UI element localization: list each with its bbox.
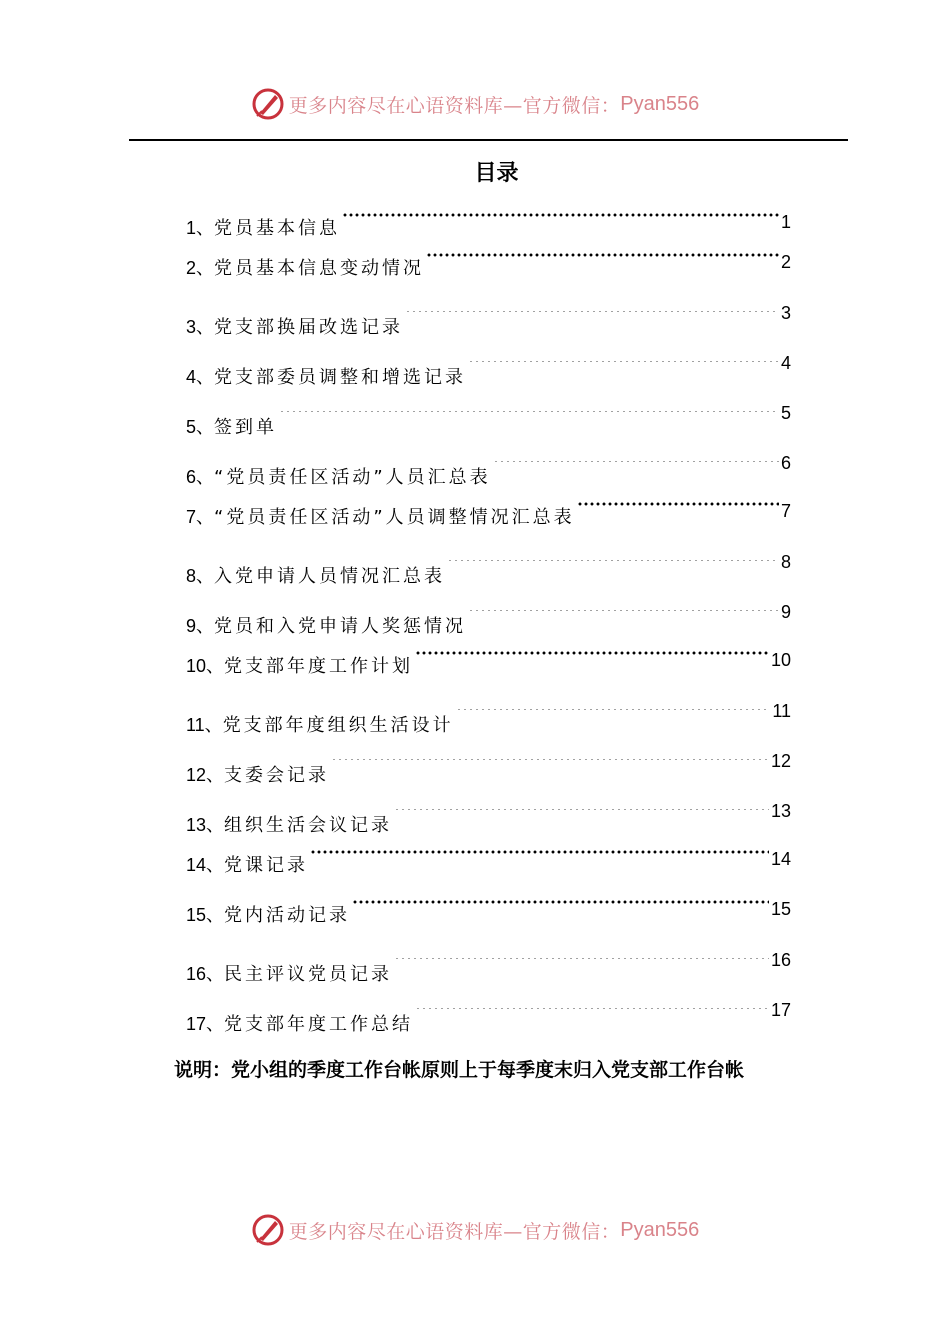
watermark-wechat: Pyan556: [620, 92, 700, 115]
toc-page-number: 3: [780, 303, 791, 323]
toc-label: 党员和入党申请人奖惩情况: [214, 616, 467, 637]
toc-entry-4[interactable]: 4、党支部委员调整和增选记录 4: [186, 353, 791, 388]
leader-dots: [447, 560, 779, 582]
watermark-text: 更多内容尽在心语资料库—官方微信：: [288, 1220, 621, 1243]
leader-dots: [279, 411, 779, 433]
toc-label: 党支部年度工作总结: [224, 1014, 414, 1035]
watermark-footer: [0, 1210, 950, 1250]
leader-dots: [310, 849, 769, 871]
leader-dots: [394, 809, 769, 831]
toc-entry-14[interactable]: 14、党课记录 14: [186, 849, 791, 876]
toc-page-number: 4: [780, 353, 791, 373]
pen-seal-icon: [251, 1213, 285, 1247]
toc-page-number: 9: [780, 602, 791, 622]
toc-entry-6[interactable]: 6、“党员责任区活动”人员汇总表 6: [186, 453, 791, 488]
leader-dots: [493, 461, 779, 483]
toc-page-number: 17: [770, 1000, 791, 1020]
leader-dots: [331, 759, 769, 781]
toc-label: “党员责任区活动”人员调整情况汇总表: [214, 507, 575, 528]
toc-label: 党支部换届改选记录: [214, 317, 404, 338]
toc-label: “党员责任区活动”人员汇总表: [214, 467, 491, 488]
toc-page-number: 7: [780, 501, 791, 521]
toc-entry-16[interactable]: 16、民主评议党员记录 16: [186, 950, 791, 985]
page-title: 目录: [474, 161, 519, 186]
leader-dots: [405, 311, 779, 333]
toc-entry-3[interactable]: 3、党支部换届改选记录 3: [186, 303, 791, 338]
leader-dots: [352, 899, 769, 921]
toc-label: 入党申请人员情况汇总表: [214, 566, 446, 587]
leader-dots: [468, 610, 779, 632]
toc-entry-12[interactable]: 12、支委会记录 12: [186, 751, 791, 786]
leader-dots: [426, 252, 779, 274]
leader-dots: [394, 958, 769, 980]
toc-entry-2[interactable]: 2、党员基本信息变动情况 2: [186, 252, 791, 279]
toc-page-number: 13: [770, 801, 791, 821]
watermark-wechat: Pyan556: [620, 1218, 700, 1241]
table-of-contents: [186, 0, 791, 1344]
toc-label: 党员基本信息变动情况: [214, 258, 425, 279]
leader-dots: [456, 709, 771, 731]
leader-dots: [342, 212, 779, 234]
toc-page-number: 11: [772, 701, 791, 721]
toc-entry-7[interactable]: 7、“党员责任区活动”人员调整情况汇总表 7: [186, 501, 791, 528]
toc-label: 支委会记录: [224, 765, 330, 786]
toc-page-number: 10: [770, 650, 791, 670]
toc-page-number: 1: [780, 212, 791, 232]
toc-label: 签到单: [214, 417, 278, 438]
toc-entry-5[interactable]: 5、签到单 5: [186, 403, 791, 438]
toc-page-number: 16: [770, 950, 791, 970]
leader-dots: [468, 361, 779, 383]
leader-dots: [415, 1008, 769, 1030]
toc-label: 党支部年度组织生活设计: [222, 715, 454, 736]
toc-label: 党内活动记录: [224, 905, 351, 926]
toc-page-number: 5: [780, 403, 791, 423]
toc-page-number: 12: [770, 751, 791, 771]
toc-entry-9[interactable]: 9、党员和入党申请人奖惩情况 9: [186, 602, 791, 637]
toc-label: 党支部年度工作计划: [224, 656, 414, 677]
toc-page-number: 15: [770, 899, 791, 919]
explanation-note: 说明：党小组的季度工作台帐原则上于每季度末归入党支部工作台帐: [174, 1059, 745, 1081]
toc-label: 党支部委员调整和增选记录: [214, 367, 467, 388]
toc-entry-1[interactable]: 1、党员基本信息 1: [186, 212, 791, 239]
toc-page-number: 2: [780, 252, 791, 272]
toc-label: 民主评议党员记录: [224, 964, 393, 985]
toc-label: 党课记录: [224, 855, 309, 876]
toc-entry-15[interactable]: 15、党内活动记录 15: [186, 899, 791, 926]
watermark-text: 更多内容尽在心语资料库—官方微信：: [288, 94, 621, 117]
toc-page-number: 14: [770, 849, 791, 869]
toc-label: 组织生活会议记录: [224, 815, 393, 836]
toc-entry-17[interactable]: 17、党支部年度工作总结 17: [186, 1000, 791, 1035]
toc-entry-13[interactable]: 13、组织生活会议记录 13: [186, 801, 791, 836]
leader-dots: [415, 650, 769, 672]
toc-label: 党员基本信息: [214, 218, 341, 239]
toc-page-number: 8: [780, 552, 791, 572]
toc-page-number: 6: [780, 453, 791, 473]
toc-entry-8[interactable]: 8、入党申请人员情况汇总表 8: [186, 552, 791, 587]
toc-entry-11[interactable]: 11、党支部年度组织生活设计 11: [186, 701, 791, 736]
leader-dots: [577, 501, 779, 523]
toc-entry-10[interactable]: 10、党支部年度工作计划 10: [186, 650, 791, 677]
